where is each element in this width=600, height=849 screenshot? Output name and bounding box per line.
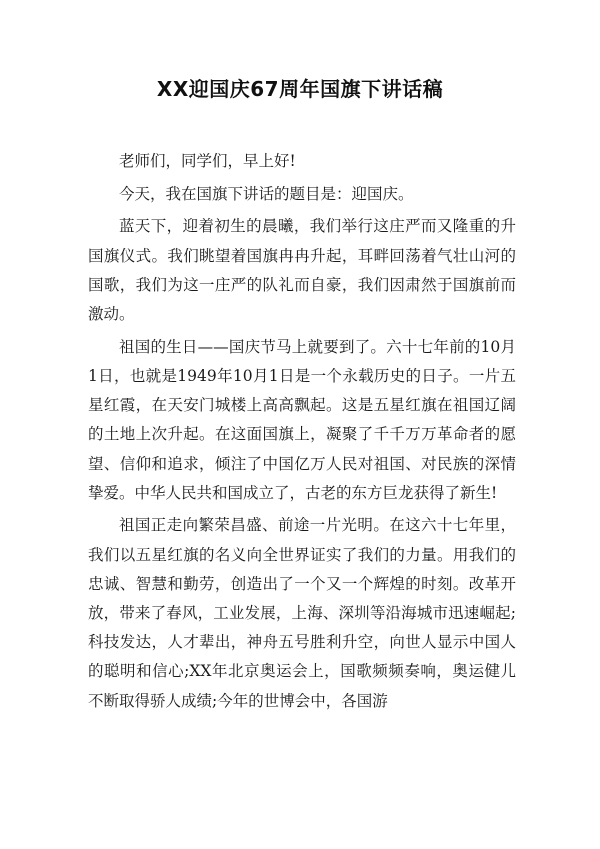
paragraph-flag-ceremony: 蓝天下，迎着初生的晨曦，我们举行这庄严而又隆重的升国旗仪式。我们眺望着国旗冉冉升起，耳畔回荡着气壮山河的国歌，我们为这一庄严的队礼而自豪，我们因肃然于国旗前而激动。 <box>88 217 516 324</box>
document-body <box>88 147 516 719</box>
paragraph-national-day: 祖国的生日——国庆节马上就要到了。六十七年前的10月1日，也就是1949年10月1日是一个永载历史的日子。一片五星红霞，在天安门城楼上高高飘起。这是五星红旗在祖国辽阔的土地上次升起。在这面国旗上，凝聚了千千万万革命者的愿望、信仰和追求，倾注了中国亿万人民对祖国、对民族的深情挚爱。中华人民共和国成立了，古老的东方巨龙获得了新生! <box>88 337 516 502</box>
paragraph-topic: 今天，我在国旗下讲话的题目是：迎国庆。 <box>119 184 414 203</box>
paragraph-greeting: 老师们，同学们，早上好! <box>119 152 296 170</box>
document-title: XX迎国庆67周年国旗下讲话稿 <box>156 77 444 101</box>
paragraph-prosperity: 祖国正走向繁荣昌盛、前途一片光明。在这六十七年里，我们以五星红旗的名义向全世界证实了我们的力量。用我们的忠诚、智慧和勤劳，创造出了一个又一个辉煌的时刻。改革开放，带来了春风，工业发展，上海、深圳等沿海城市迅速崛起;科技发达，人才辈出，神舟五号胜利升空，向世人显示中国人的聪明和信心;XX年北京奥运会上，国歌频频奏响，奥运健儿不断取得骄人成绩;今年的世博会中，各国游 <box>88 516 516 710</box>
